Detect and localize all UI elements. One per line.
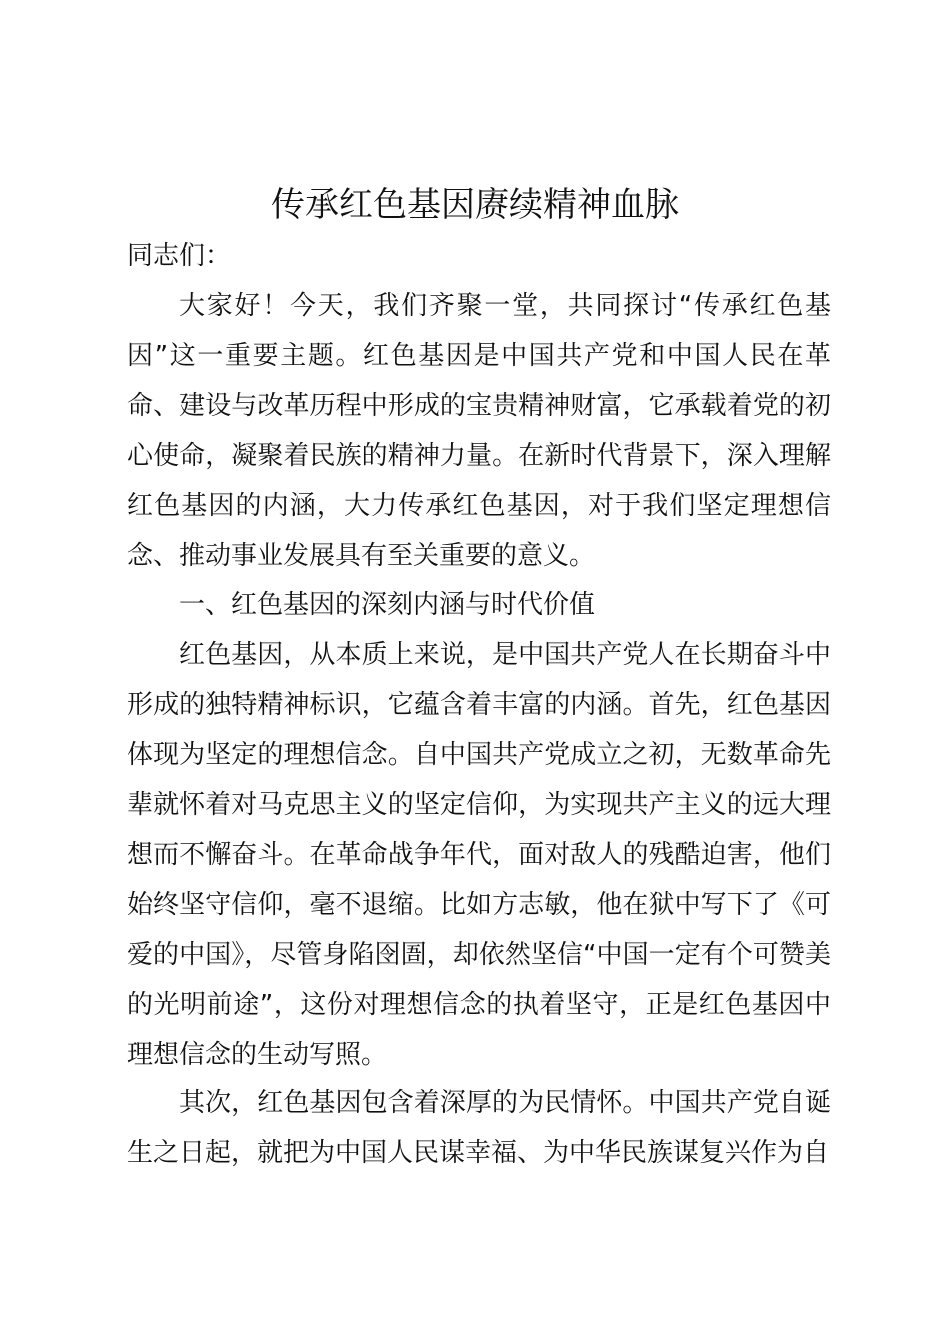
paragraph-people-feeling: 其次，红色基因包含着深厚的为民情怀。中国共产党自诞生之日起，就把为中国人民谋幸福、为中华民族谋复兴作为自: [127, 1088, 831, 1168]
salutation: 同志们：: [127, 241, 232, 271]
paragraph-opening: 大家好！今天，我们齐聚一堂，共同探讨“传承红色基因”这一重要主题。红色基因是中国共产党和中国人民在革命、建设与改革历程中形成的宝贵精神财富，它承载着党的初心使命，凝聚着民族的精神力量。在新时代背景下，深入理解红色基因的内涵，大力传承红色基因，对于我们坚定理想信念、推动事业发展具有至关重要的意义。: [127, 291, 831, 571]
section-heading: 一、红色基因的深刻内涵与时代价值: [179, 590, 596, 620]
document-title: 传承红色基因赓续精神血脉: [271, 185, 679, 225]
paragraph-red-gene-meaning: 红色基因，从本质上来说，是中国共产党人在长期奋斗中形成的独特精神标识，它蕴含着丰富的内涵。首先，红色基因体现为坚定的理想信念。自中国共产党成立之初，无数革命先辈就怀着对马克思主义的坚定信仰，为实现共产主义的远大理想而不懈奋斗。在革命战争年代，面对敌人的残酷迫害，他们始终坚守信仰，毫不退缩。比如方志敏，他在狱中写下了《可爱的中国》，尽管身陷囹圄，却依然坚信“中国一定有个可赞美的光明前途”，这份对理想信念的执着坚守，正是红色基因中理想信念的生动写照。: [127, 640, 831, 1070]
